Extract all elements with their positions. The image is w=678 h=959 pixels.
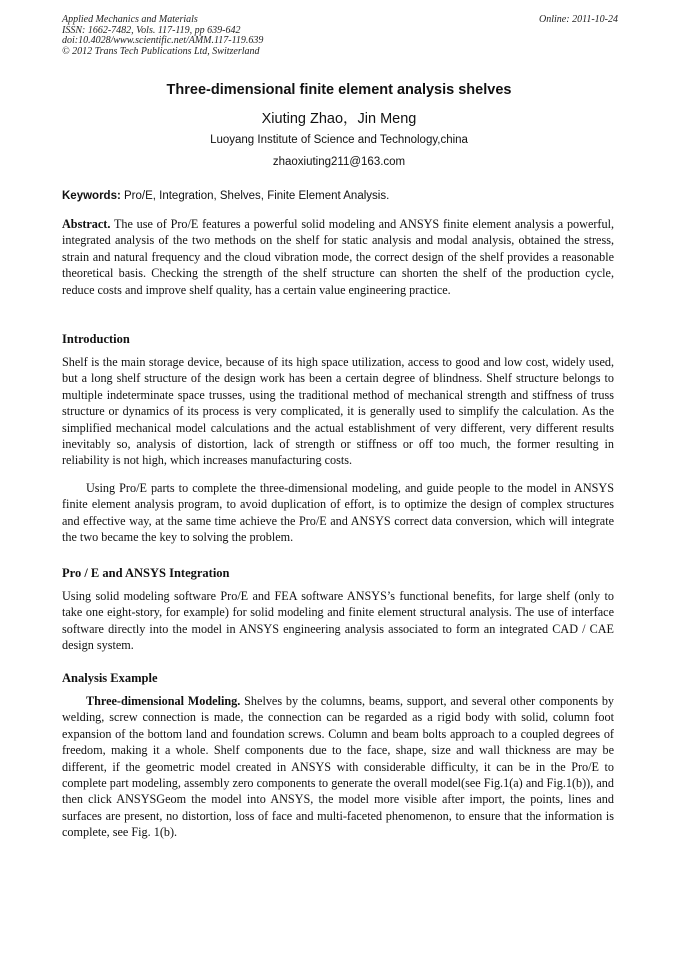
paper-title: Three-dimensional finite element analysis shelves bbox=[166, 82, 512, 98]
introduction-paragraph-2: Using Pro/E parts to complete the three-dimensional modeling, and guide people to the model in ANSYS finite element analysis program, to avoid duplication of effort, is to optimize the design of complex structures and effective way, at the same time achieve the Pro/E and ANSYS correct data conversion, which will integrate the two became the key to solving the problem. bbox=[62, 481, 614, 545]
keywords-text: Pro/E, Integration, Shelves, Finite Element Analysis. bbox=[124, 190, 390, 202]
abstract bbox=[62, 216, 614, 298]
online-date: Online: 2011-10-24 bbox=[539, 14, 618, 25]
copyright-line: © 2012 Trans Tech Publications Ltd, Switzerland bbox=[62, 45, 260, 57]
introduction-paragraph-1: Shelf is the main storage device, because of its high space utilization, access to good and low cost, widely used, but a long shelf structure of the design work has been a certain degree of blindness. Shelf structure belongs to multiple indeterminate space trusses, using the traditional method of mechanical strength and stiffness of truss structure or dynamics of its process is very complicated, it is generally used to simplify the calculation. As the simplified mechanical model calculations and the actual establishment of very different, very different results inevitably so, analysis of distortion, lack of strength or stiffness or off too much, the former resulting in reliability is not high, which increases manufacturing costs. bbox=[62, 355, 614, 468]
abstract-label: Abstract. bbox=[62, 217, 111, 231]
modeling-subheading: Three-dimensional Modeling. bbox=[86, 694, 241, 708]
section-heading-analysis-example: Analysis Example bbox=[62, 671, 158, 685]
section-heading-integration: Pro / E and ANSYS Integration bbox=[62, 566, 230, 580]
journal-name: Applied Mechanics and Materials bbox=[62, 14, 198, 25]
issn-line: ISSN: 1662-7482, Vols. 117-119, pp 639-642 bbox=[62, 24, 241, 36]
abstract-text: The use of Pro/E features a powerful solid modeling and ANSYS finite element analysis a powerful, integrated analysis of the two methods on the shelf for static analysis and modal analysis, obtained the stress, strain and natural frequency and the cloud vibration mode, the correct design of the shelf provides a reasonable theoretical basis. Checking the strength of the shelf structure can shorten the shelf of the production cycle, reduce costs and improve shelf quality, has a certain value engineering practice. bbox=[62, 217, 615, 297]
modeling-text: Shelves by the columns, beams, support, and several other components by welding, screw connection is made, the connection can be regarded as a rigid body with solid, column foot expansion of the bottom land and foundation screws. Column and beam bolts approach to a coupled degrees of freedom, making it a whole. Shelf components due to the face, shape, size and wall thickness are may be different, if the geometric model created in ANSYS with considerable difficulty, it can be in the Pro/E to complete part modeling, assembly zero components to generate the overall model(see Fig.1(a) and Fig.1(b)), and then click ANSYSGeom the model into ANSYS, the model more visible after import, the points, lines and surfaces are present, no distortion, loss of face and multi-faceted phenomenon, to ensure that the information is complete, see Fig. 1(b). bbox=[62, 694, 615, 840]
journal-header bbox=[62, 15, 618, 57]
analysis-example-paragraph bbox=[62, 693, 614, 841]
keywords bbox=[62, 190, 618, 202]
integration-paragraph: Using solid modeling software Pro/E and FEA software ANSYS’s functional benefits, for large shelf (only to take one eight-story, for example) for solid modeling and finite element structural analysis. The use of interface software directly into the model in ANSYS engineering analysis associated to form an integrated CAD / CAE design system. bbox=[62, 589, 614, 653]
paper-authors: Xiuting Zhao，Jin Meng bbox=[261, 111, 417, 127]
author-affiliation: Luoyang Institute of Science and Technology,china bbox=[210, 134, 468, 146]
author-email[interactable]: zhaoxiuting211@163.com bbox=[272, 156, 406, 168]
doi-line[interactable]: doi:10.4028/www.scientific.net/AMM.117-119.639 bbox=[62, 35, 264, 46]
keywords-label: Keywords: bbox=[62, 190, 121, 202]
section-heading-introduction: Introduction bbox=[62, 332, 130, 346]
